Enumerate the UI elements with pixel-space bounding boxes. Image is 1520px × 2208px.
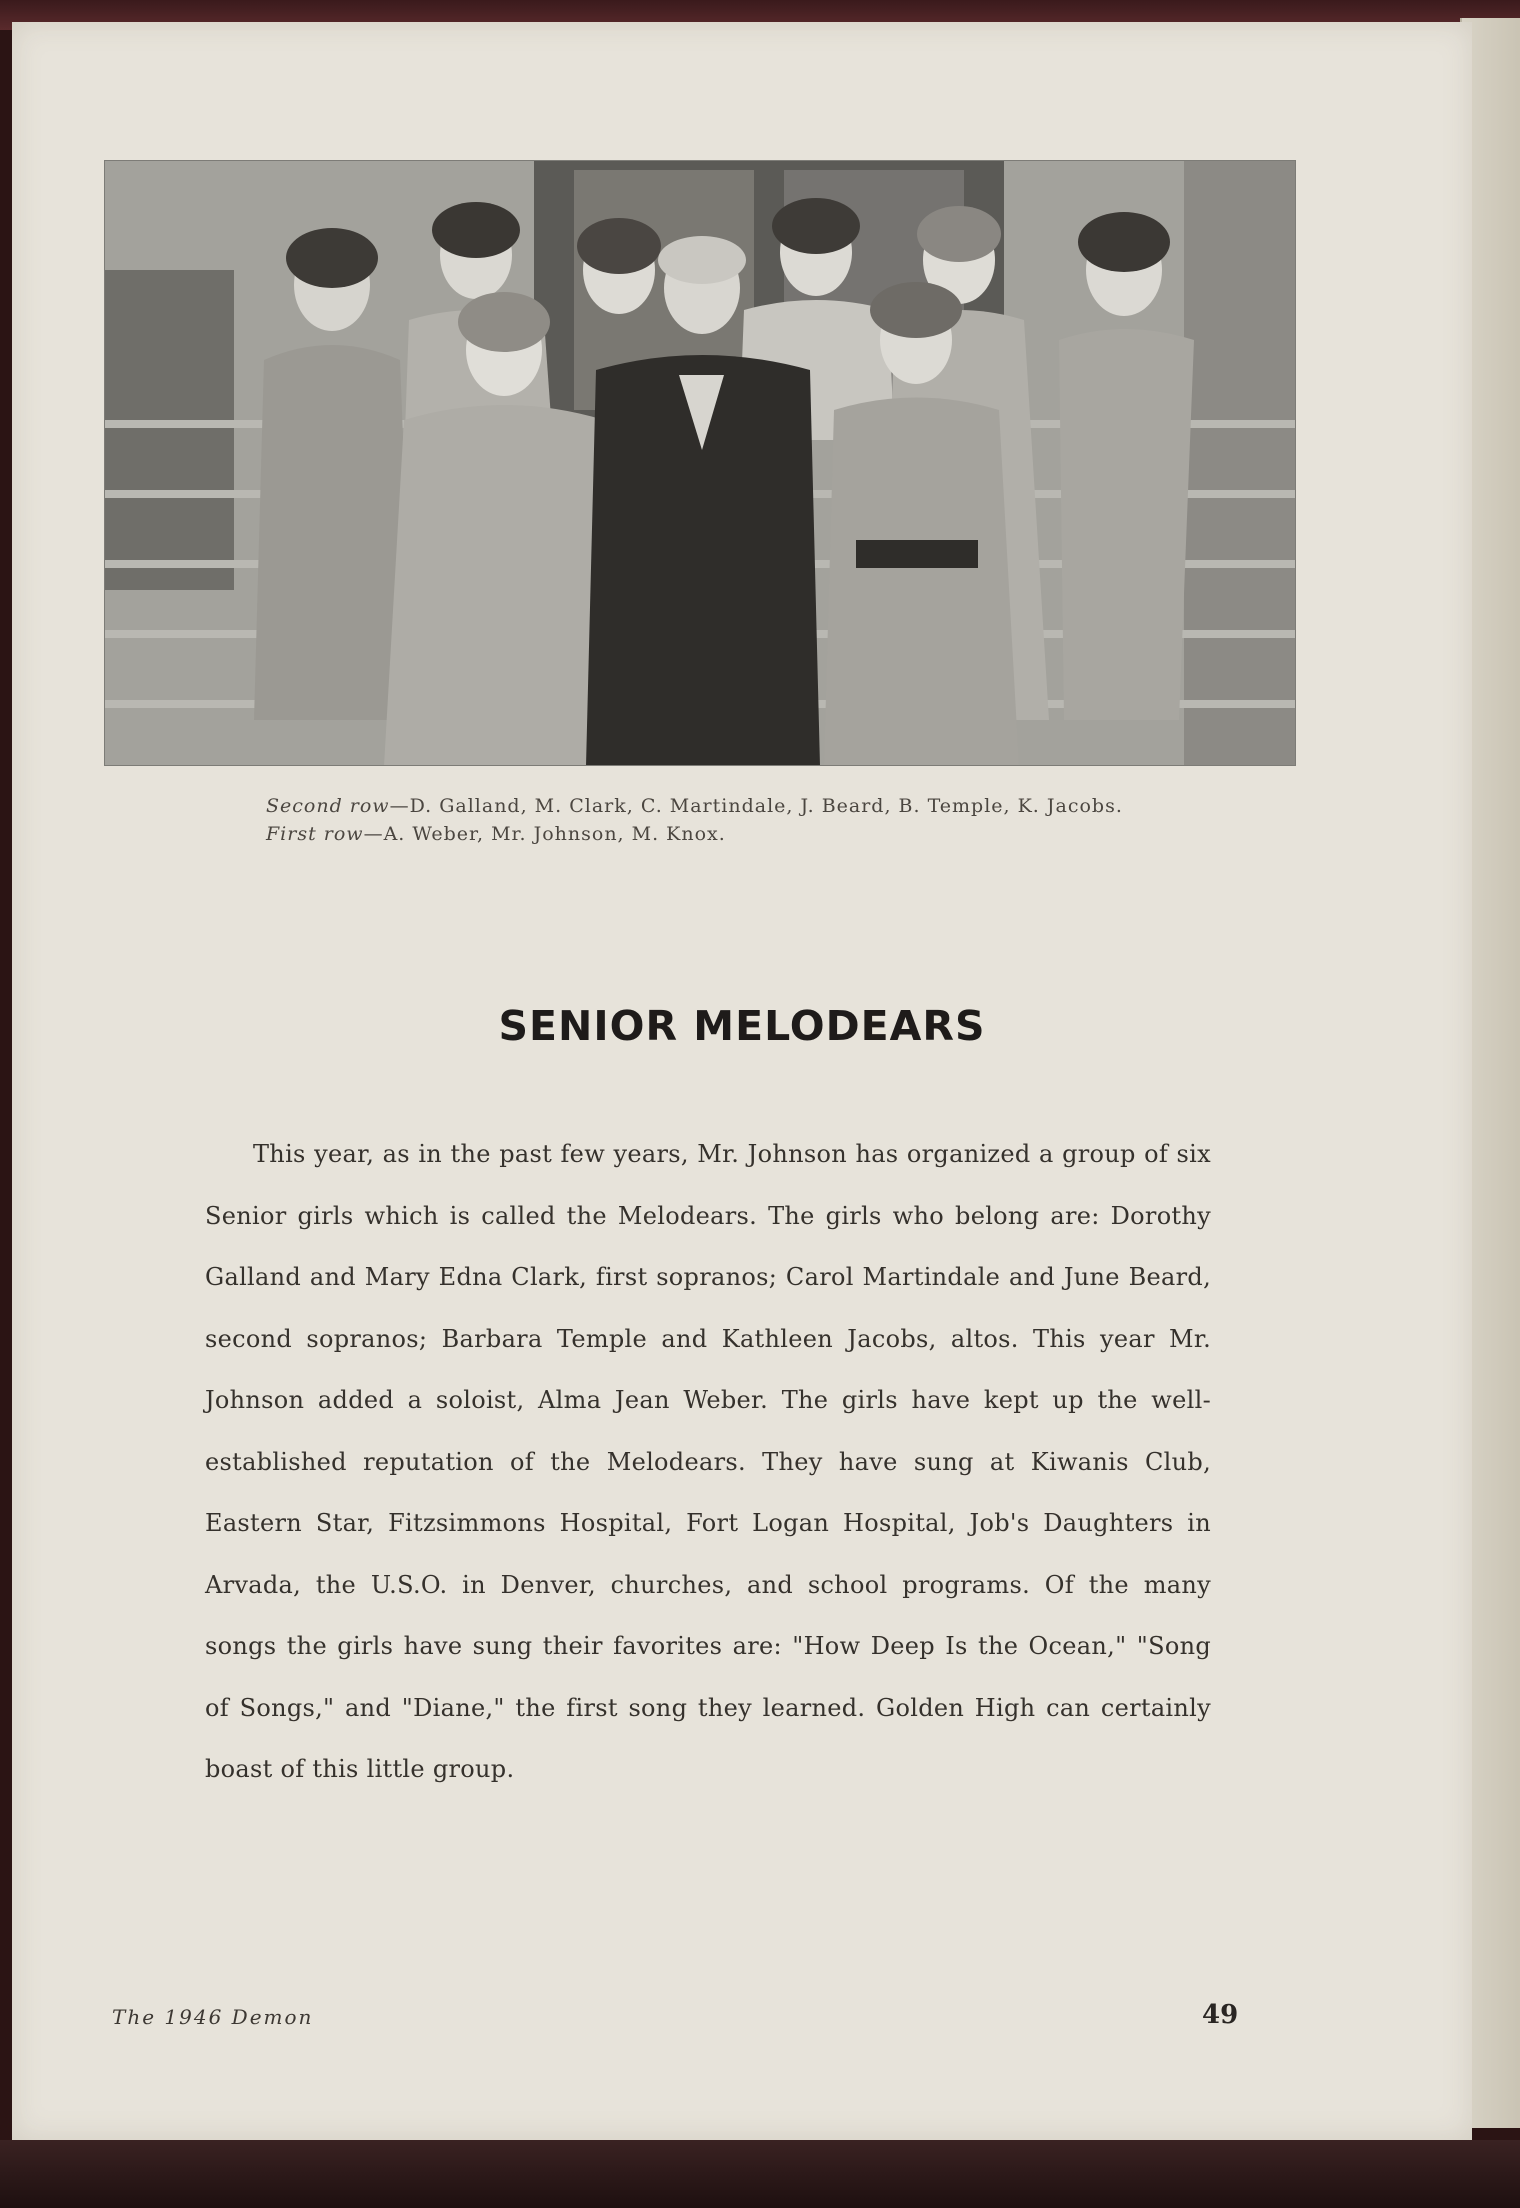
group-photo (104, 160, 1296, 766)
article-title: SENIOR MELODEARS (498, 1002, 986, 1050)
yearbook-page (12, 22, 1472, 2140)
photo-caption (266, 792, 1266, 848)
caption-names: —A. Weber, Mr. Johnson, M. Knox. (363, 823, 726, 845)
group-photo-icon (104, 160, 1296, 766)
footer-publication: The 1946 Demon (112, 2005, 314, 2029)
caption-row-label: Second row (266, 795, 390, 817)
caption-line-second-row (266, 792, 1266, 820)
book-edge-bottom (0, 2140, 1520, 2208)
caption-row-label: First row (266, 823, 364, 845)
page-number: 49 (1202, 2000, 1239, 2030)
caption-line-first-row (266, 820, 1266, 848)
caption-names: —D. Galland, M. Clark, C. Martindale, J. Beard, B. Temple, K. Jacobs. (389, 795, 1123, 817)
article-body: This year, as in the past few years, Mr. Johnson has organized a group of six Senior girls which is called the Melodears. The girls who belong are: Dorothy Galland and Mary Edna Clark, first sopranos; Carol Martindale and June Beard, second sopranos; Barbara Temple and Kathleen Jacobs, altos. This year Mr. Johnson added a soloist, Alma Jean Weber. The girls have kept up the well-established reputation of the Melodears. They have sung at Kiwanis Club, Eastern Star, Fitzsimmons Hospital, Fort Logan Hospital, Job's Daughters in Arvada, the U.S.O. in Denver, churches, and school programs. Of the many songs the girls have sung their favorites are: "How Deep Is the Ocean," "Song of Songs," and "Diane," the first song they learned. Golden High can certainly boast of this little group. (205, 1140, 1211, 1783)
